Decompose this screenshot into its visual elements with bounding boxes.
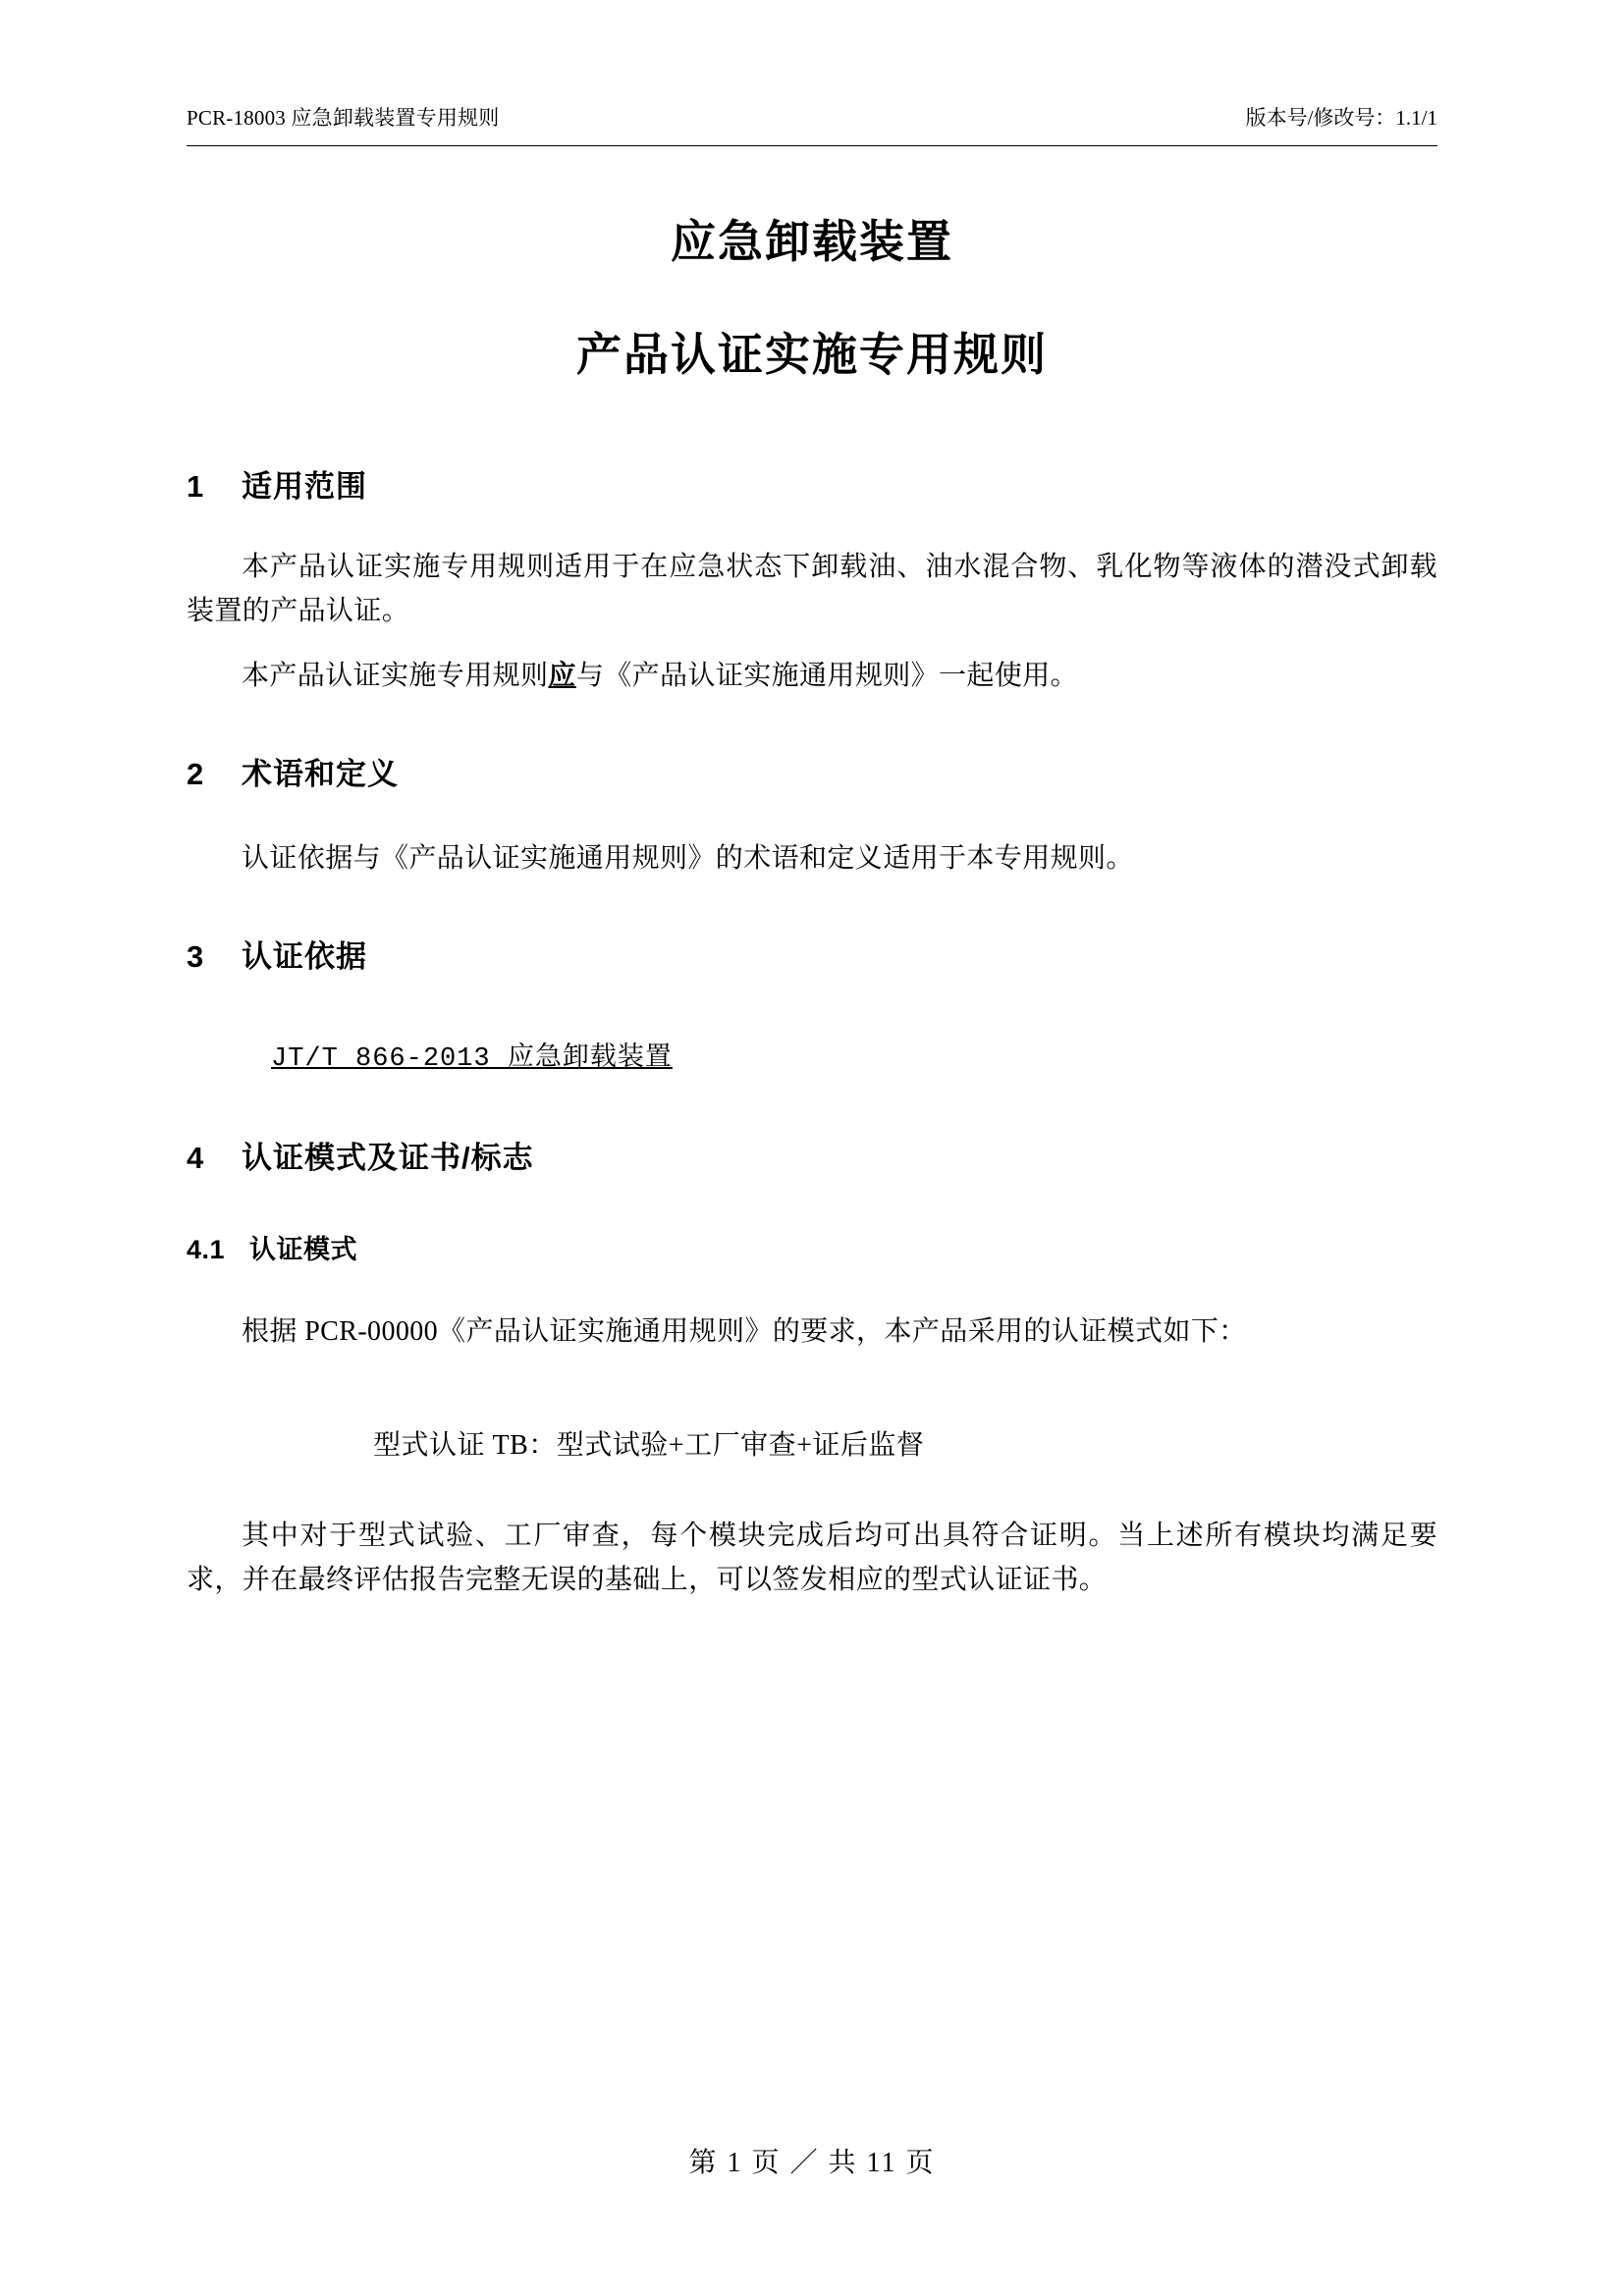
- s1p2-part-a: 本产品认证实施专用规则: [242, 660, 549, 691]
- section-title-4: 认证模式及证书/标志: [242, 1141, 534, 1176]
- section-title-1: 适用范围: [242, 469, 367, 504]
- certification-mode-line: 型式认证 TB：型式试验+工厂审查+证后监督: [373, 1429, 925, 1461]
- certification-basis-standard: JT/T 866-2013 应急卸载装置: [271, 1044, 673, 1075]
- section-title-2: 术语和定义: [242, 757, 399, 792]
- section-1-paragraph-2: [187, 654, 1437, 698]
- section-1-paragraph-1: 本产品认证实施专用规则适用于在应急状态下卸载油、油水混合物、乳化物等液体的潜没式卸载装置的产品认证。: [187, 552, 1437, 627]
- subsection-heading-4-1: [187, 1228, 1437, 1266]
- s1p2-emphasis: 应: [548, 660, 576, 691]
- section-heading-4: [187, 1133, 1437, 1177]
- page-footer: 第 1 页 ／ 共 11 页: [688, 2148, 936, 2178]
- section-number-3: 3: [187, 939, 205, 975]
- section-heading-1: [187, 461, 1437, 506]
- section-title-3: 认证依据: [242, 939, 367, 975]
- section-number-4: 4: [187, 1141, 205, 1176]
- page-header: [187, 106, 1437, 131]
- section-number-1: 1: [187, 469, 205, 504]
- document-title-line2: 产品认证实施专用规则: [576, 329, 1048, 380]
- subsection-4-1-paragraph-2: 其中对于型式试验、工厂审查，每个模块完成后均可出具符合证明。当上述所有模块均满足要求，并在最终评估报告完整无误的基础上，可以签发相应的型式认证证书。: [187, 1520, 1437, 1596]
- subsection-4-1-paragraph-1: 根据 PCR-00000《产品认证实施通用规则》的要求，本产品采用的认证模式如下：: [242, 1316, 1247, 1348]
- certification-basis: [187, 1035, 1437, 1074]
- section-number-2: 2: [187, 757, 205, 792]
- header-version: 版本号/修改号：1.1/1: [1245, 106, 1437, 130]
- header-divider: [187, 145, 1437, 146]
- section-heading-3: [187, 932, 1437, 976]
- section-2-paragraph-1: 认证依据与《产品认证实施通用规则》的术语和定义适用于本专用规则。: [242, 843, 1134, 875]
- s1p2-part-c: 与《产品认证实施通用规则》一起使用。: [575, 660, 1079, 691]
- section-heading-2: [187, 749, 1437, 793]
- document-body: [187, 461, 1437, 1603]
- subsection-number-4-1: 4.1: [187, 1235, 226, 1265]
- header-document-code: PCR-18003 应急卸载装置专用规则: [187, 106, 500, 130]
- document-title-line1: 应急卸载装置: [671, 216, 953, 267]
- subsection-title-4-1: 认证模式: [249, 1235, 357, 1265]
